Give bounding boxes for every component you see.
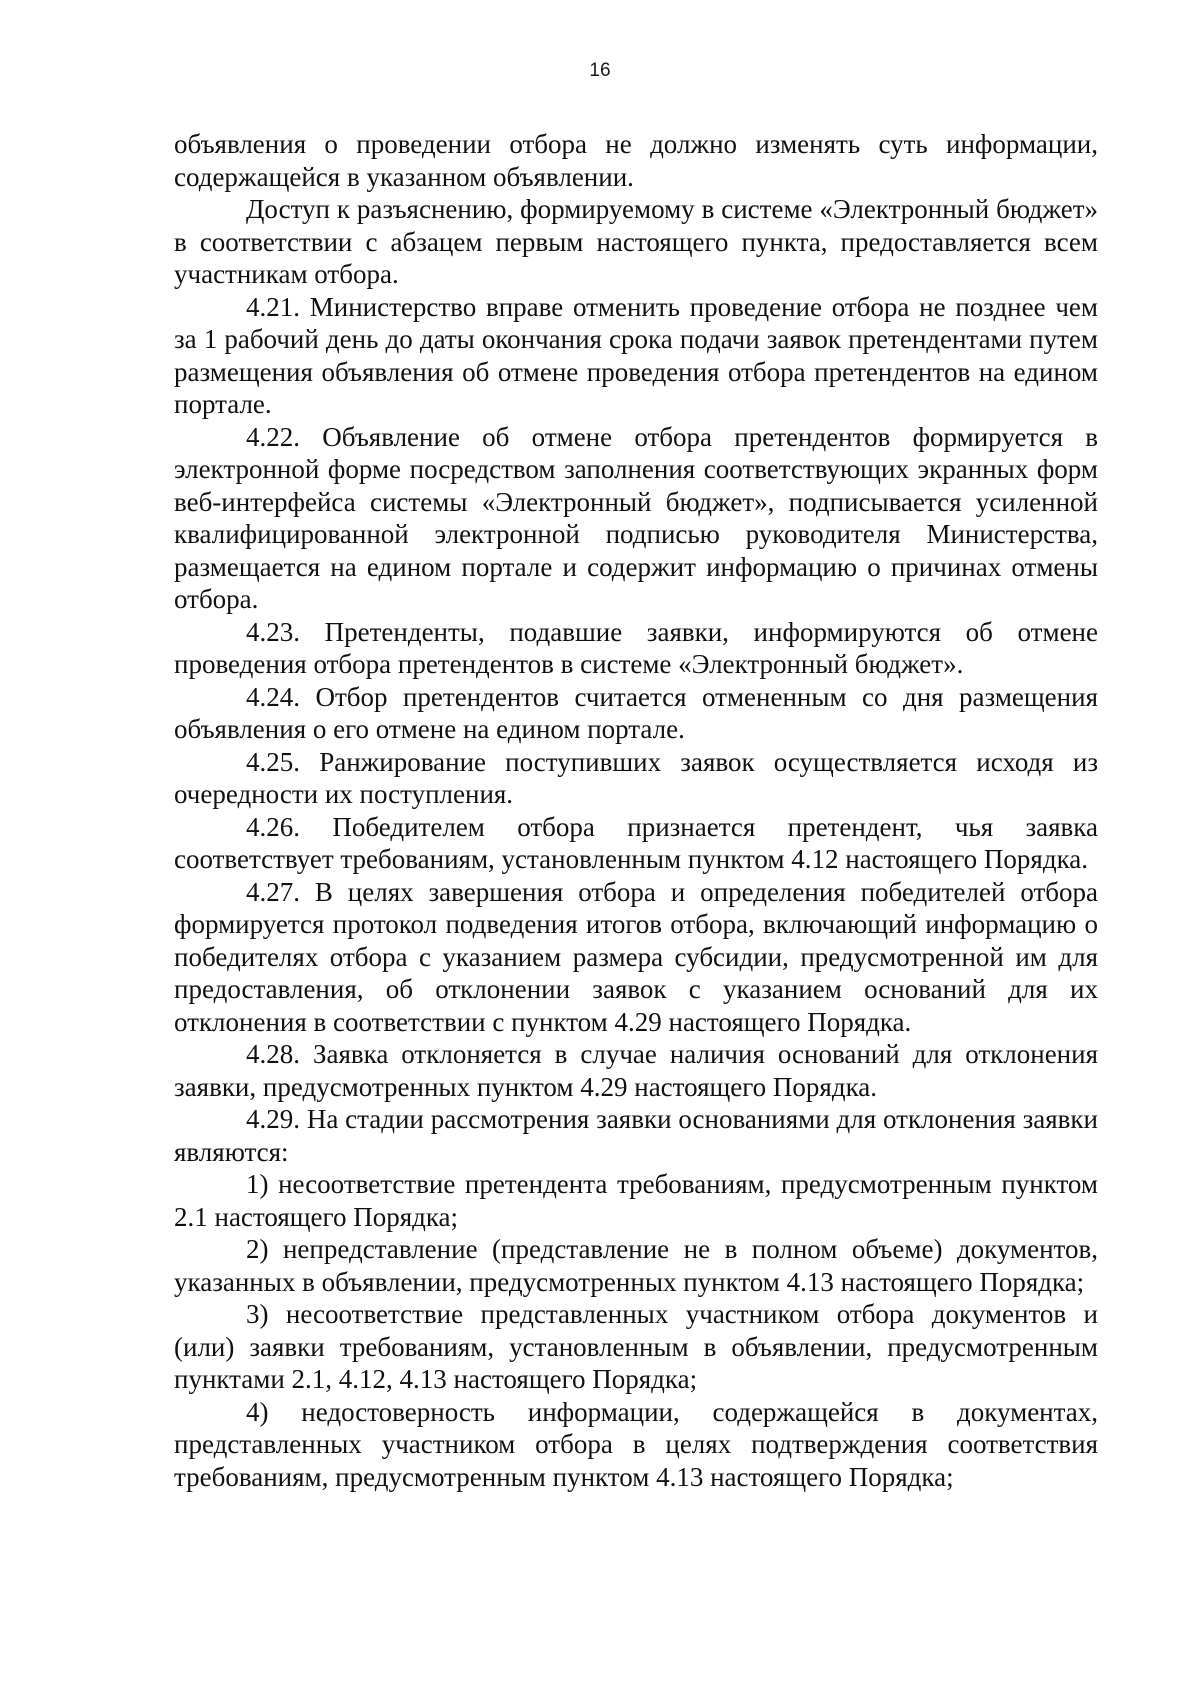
paragraph-4-29: 4.29. На стадии рассмотрения заявки основаниями для отклонения заявки являются:	[174, 1104, 1098, 1167]
paragraph-access-clarification: Доступ к разъяснению, формируемому в системе «Электронный бюджет» в соответствии с абзацем первым настоящего пункта, предоставляется всем участникам отбора.	[174, 194, 1098, 289]
paragraph-4-22: 4.22. Объявление об отмене отбора претендентов формируется в электронной форме посредством заполнения соответствующих экранных форм веб-интерфейса системы «Электронный бюджет», подписывается усиленной квалифицированной электронной подписью руководителя Министерства, размещается на едином портале и содержит информацию о причинах отмены отбора.	[174, 421, 1098, 614]
paragraph-continuation: объявления о проведении отбора не должно изменять суть информации, содержащейся в указанном объявлении.	[174, 129, 1098, 192]
list-item-3: 3) несоответствие представленных участником отбора документов и (или) заявки требованиям, установленным в объявлении, предусмотренным пунктами 2.1, 4.12, 4.13 настоящего Порядка;	[174, 1299, 1098, 1394]
list-item-2: 2) непредставление (представление не в полном объеме) документов, указанных в объявлении, предусмотренных пунктом 4.13 настоящего Порядка;	[174, 1234, 1098, 1297]
document-body	[174, 128, 1098, 1493]
paragraph-4-21: 4.21. Министерство вправе отменить проведение отбора не позднее чем за 1 рабочий день до даты окончания срока подачи заявок претендентами путем размещения объявления об отмене проведения отбора претендентов на едином портале.	[174, 291, 1098, 419]
paragraph-4-24: 4.24. Отбор претендентов считается отмененным со дня размещения объявления о его отмене на едином портале.	[174, 681, 1098, 744]
list-item-1: 1) несоответствие претендента требованиям, предусмотренным пунктом 2.1 настоящего Порядка;	[174, 1169, 1098, 1232]
paragraph-4-28: 4.28. Заявка отклоняется в случае наличия оснований для отклонения заявки, предусмотренных пунктом 4.29 настоящего Порядка.	[174, 1039, 1098, 1102]
paragraph-4-23: 4.23. Претенденты, подавшие заявки, информируются об отмене проведения отбора претендентов в системе «Электронный бюджет».	[174, 616, 1098, 679]
page-number: 16	[589, 60, 611, 81]
paragraph-4-26: 4.26. Победителем отбора признается претендент, чья заявка соответствует требованиям, установленным пунктом 4.12 настоящего Порядка.	[174, 811, 1098, 874]
paragraph-4-27: 4.27. В целях завершения отбора и определения победителей отбора формируется протокол подведения итогов отбора, включающий информацию о победителях отбора с указанием размера субсидии, предусмотренной им для предоставления, об отклонении заявок с указанием оснований для их отклонения в соответствии с пунктом 4.29 настоящего Порядка.	[174, 876, 1098, 1037]
list-item-4: 4) недостоверность информации, содержащейся в документах, представленных участником отбора в целях подтверждения соответствия требованиям, предусмотренным пунктом 4.13 настоящего Порядка;	[174, 1396, 1098, 1492]
paragraph-4-25: 4.25. Ранжирование поступивших заявок осуществляется исходя из очередности их поступления.	[174, 746, 1098, 809]
